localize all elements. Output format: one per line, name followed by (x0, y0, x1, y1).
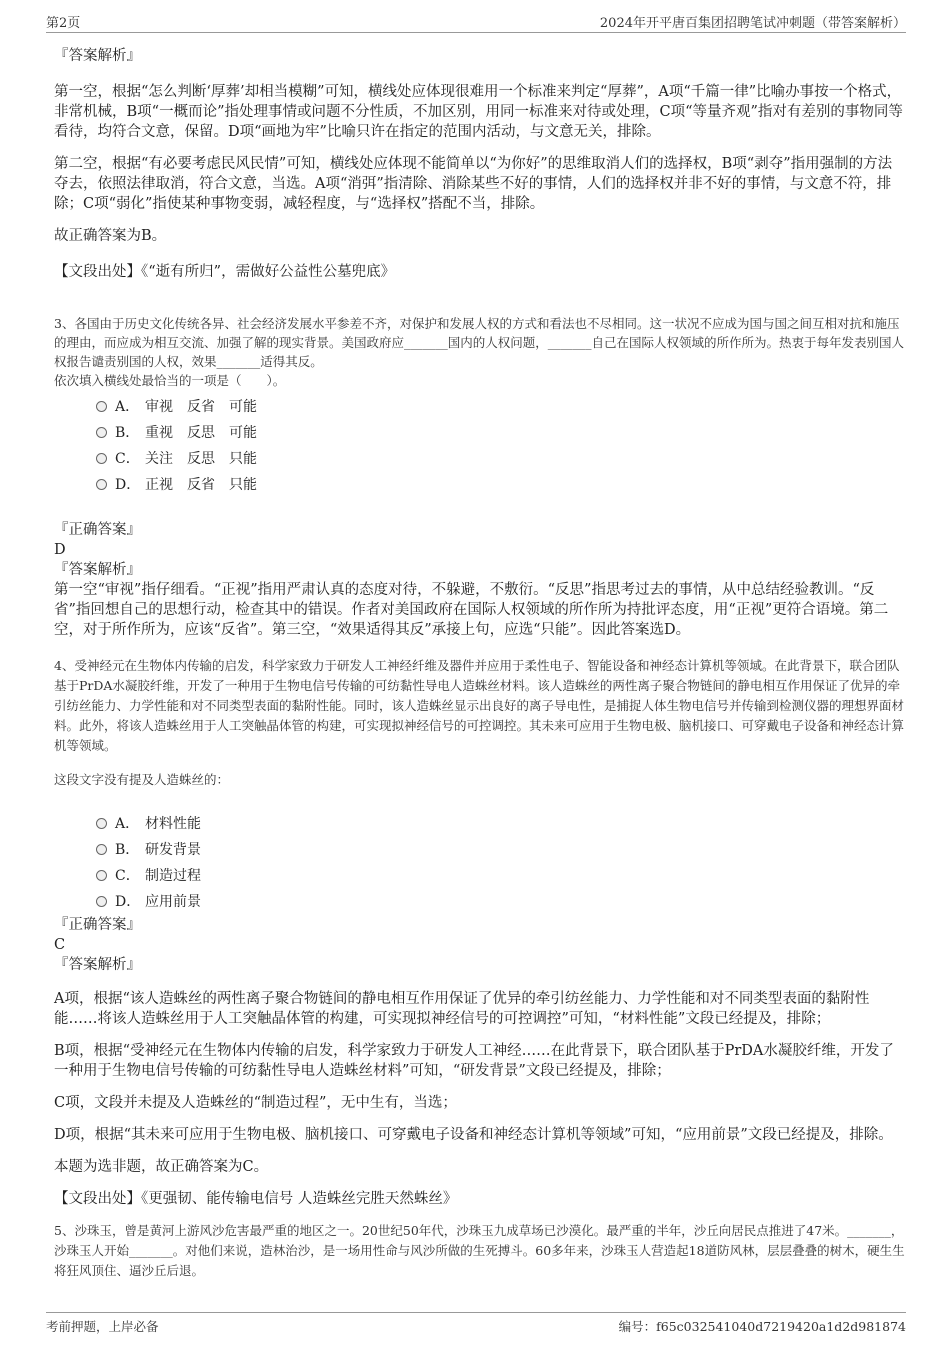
q5-stem: 5、沙珠玉，曾是黄河上游风沙危害最严重的地区之一。20世纪50年代，沙珠玉九成草场已沙漠化。最严重的半年，沙丘向居民点推进了47米。_______，沙珠玉人开始_______。对他们来说，造林治沙，是一场用性命与风沙所做的生死搏斗。60多年来，沙珠玉人营造起18道防风林，层层叠叠的树木，硬生生将狂风顶住、逼沙丘后退。 (54, 1223, 905, 1278)
q4-analysis-d: D项，根据“其未来可应用于生物电极、脑机接口、可穿戴电子设备和神经态计算机等领域”可知，“应用前景”文段已经提及，排除。 (54, 1127, 893, 1143)
q3-option-a[interactable]: A． 审视 反省 可能 (96, 394, 906, 420)
q4-analysis-c: C项，文段并未提及人造蛛丝的“制造过程”，无中生有，当选； (54, 1095, 457, 1111)
radio-button-icon[interactable] (96, 870, 107, 881)
radio-button-icon[interactable] (96, 427, 107, 438)
q4-analysis-b: B项，根据“受神经元在生物体内传输的启发，科学家致力于研发人工神经……在此背景下，联合团队基于PrDA水凝胶纤维，开发了一种用于生物电信号传输的可纺黏性导电人造蛛丝材料”可知，“研发背景”文段已经提及，排除； (54, 1043, 894, 1079)
document-id: 编号：f65c032541040d7219420a1d2d981874 (618, 1319, 906, 1334)
q3-option-c[interactable]: C． 关注 反思 只能 (96, 446, 906, 472)
document-title: 2024年开平唐百集团招聘笔试冲刺题（带答案解析） (599, 16, 906, 31)
q3-stem: 3、各国由于历史文化传统各异、社会经济发展水平参差不齐，对保护和发展人权的方式和看法也不尽相同。这一状况不应成为国与国之间互相对抗和施压的理由，而应成为相互交流、加强了解的现实背景。美国政府应_______国内的人权问题，_______自己在国际人权领域的所作所为。热衷于每年发表别国人权报告谴责别国的人权，效果_______适得其反。 (54, 316, 905, 369)
q2-analysis-title: 『答案解析』 (54, 48, 141, 64)
q4-analysis-title: 『答案解析』 (54, 957, 141, 973)
radio-button-icon[interactable] (96, 844, 107, 855)
q4-option-d[interactable]: D． 应用前景 (96, 889, 906, 915)
q4-correct-title: 『正确答案』 (54, 917, 141, 933)
q3-prompt: 依次填入横线处最恰当的一项是（ ）。 (54, 373, 286, 388)
q4-conclusion: 本题为选非题，故正确答案为C。 (54, 1159, 269, 1175)
q4-option-b[interactable]: B． 研发背景 (96, 837, 906, 863)
q4-options (54, 811, 906, 915)
radio-button-icon[interactable] (96, 479, 107, 490)
q3-option-d[interactable]: D． 正视 反省 只能 (96, 472, 906, 498)
q2-conclusion: 故正确答案为B。 (54, 228, 167, 244)
q4-analysis-a: A项，根据“该人造蛛丝的两性离子聚合物链间的静电相互作用保证了优异的牵引纺丝能力、力学性能和对不同类型表面的黏附性能……将该人造蛛丝用于人工突触晶体管的构建，可实现拟神经信号的可控调控”可知，“材料性能”文段已经提及，排除； (54, 991, 870, 1027)
page-header (46, 8, 906, 33)
footer-slogan: 考前押题，上岸必备 (46, 1319, 159, 1334)
radio-button-icon[interactable] (96, 401, 107, 412)
q3-correct-answer: D (54, 542, 66, 558)
page-number: 第2页 (46, 16, 81, 31)
q3-options (54, 394, 906, 498)
q4-correct-answer: C (54, 937, 66, 953)
radio-button-icon[interactable] (96, 818, 107, 829)
q3-correct-title: 『正确答案』 (54, 522, 141, 538)
q3-analysis: 第一空“审视”指仔细看。“正视”指用严肃认真的态度对待，不躲避，不敷衍。“反思”指思考过去的事情，从中总结经验教训。“反省”指回想自己的思想行动，检查其中的错误。作者对美国政府在国际人权领域的所作所为持批评态度，用“正视”更符合语境。第二空，对于所作所为，应该“反省”。第三空，“效果适得其反”承接上句，应选“只能”。因此答案选D。 (54, 582, 889, 638)
radio-button-icon[interactable] (96, 453, 107, 464)
page-footer (46, 1312, 906, 1337)
q4-option-c[interactable]: C． 制造过程 (96, 863, 906, 889)
radio-button-icon[interactable] (96, 896, 107, 907)
q4-stem: 4、受神经元在生物体内传输的启发，科学家致力于研发人工神经纤维及器件并应用于柔性电子、智能设备和神经态计算机等领域。在此背景下，联合团队基于PrDA水凝胶纤维，开发了一种用于生物电信号传输的可纺黏性导电人造蛛丝材料。该人造蛛丝的两性离子聚合物链间的静电相互作用保证了优异的牵引纺丝能力、力学性能和对不同类型表面的黏附性能。同时，该人造蛛丝显示出良好的离子导电性，是捕捉人体生物电信号并传输到检测仪器的理想界面材料。此外，将该人造蛛丝用于人工突触晶体管的构建，可实现拟神经信号的可控调控。其未来可应用于生物电极、脑机接口、可穿戴电子设备和神经态计算机等领域。 (54, 658, 905, 753)
q4-prompt: 这段文字没有提及人造蛛丝的： (54, 772, 230, 787)
document-body (54, 40, 906, 1281)
q2-analysis-p1: 第一空，根据“怎么判断‘厚葬’却相当模糊”可知，横线处应体现很难用一个标准来判定“厚葬”，A项“千篇一律”比喻办事按一个格式，非常机械，B项“一概而论”指处理事情或问题不分性质，不加区别，用同一标准来对待或处理，C项“等量齐观”指对有差别的事物同等看待，均符合文意，保留。D项“画地为牢”比喻只许在指定的范围内活动，与文意无关，排除。 (54, 84, 903, 140)
q4-source: 【文段出处】《更强韧、能传输电信号 人造蛛丝完胜天然蛛丝》 (54, 1191, 458, 1207)
q2-source: 【文段出处】《“逝有所归”，需做好公益性公墓兜底》 (54, 264, 396, 280)
q2-analysis-p2: 第二空，根据“有必要考虑民风民情”可知，横线处应体现不能简单以“为你好”的思维取消人们的选择权，B项“剥夺”指用强制的方法夺去，依照法律取消，符合文意，当选。A项“消弭”指清除、消除某些不好的事情，人们的选择权并非不好的事情，与文意不符，排除；C项“弱化”指使某种事物变弱，减轻程度，与“选择权”搭配不当，排除。 (54, 156, 893, 212)
q3-option-b[interactable]: B． 重视 反思 可能 (96, 420, 906, 446)
q3-analysis-title: 『答案解析』 (54, 562, 141, 578)
q4-option-a[interactable]: A． 材料性能 (96, 811, 906, 837)
